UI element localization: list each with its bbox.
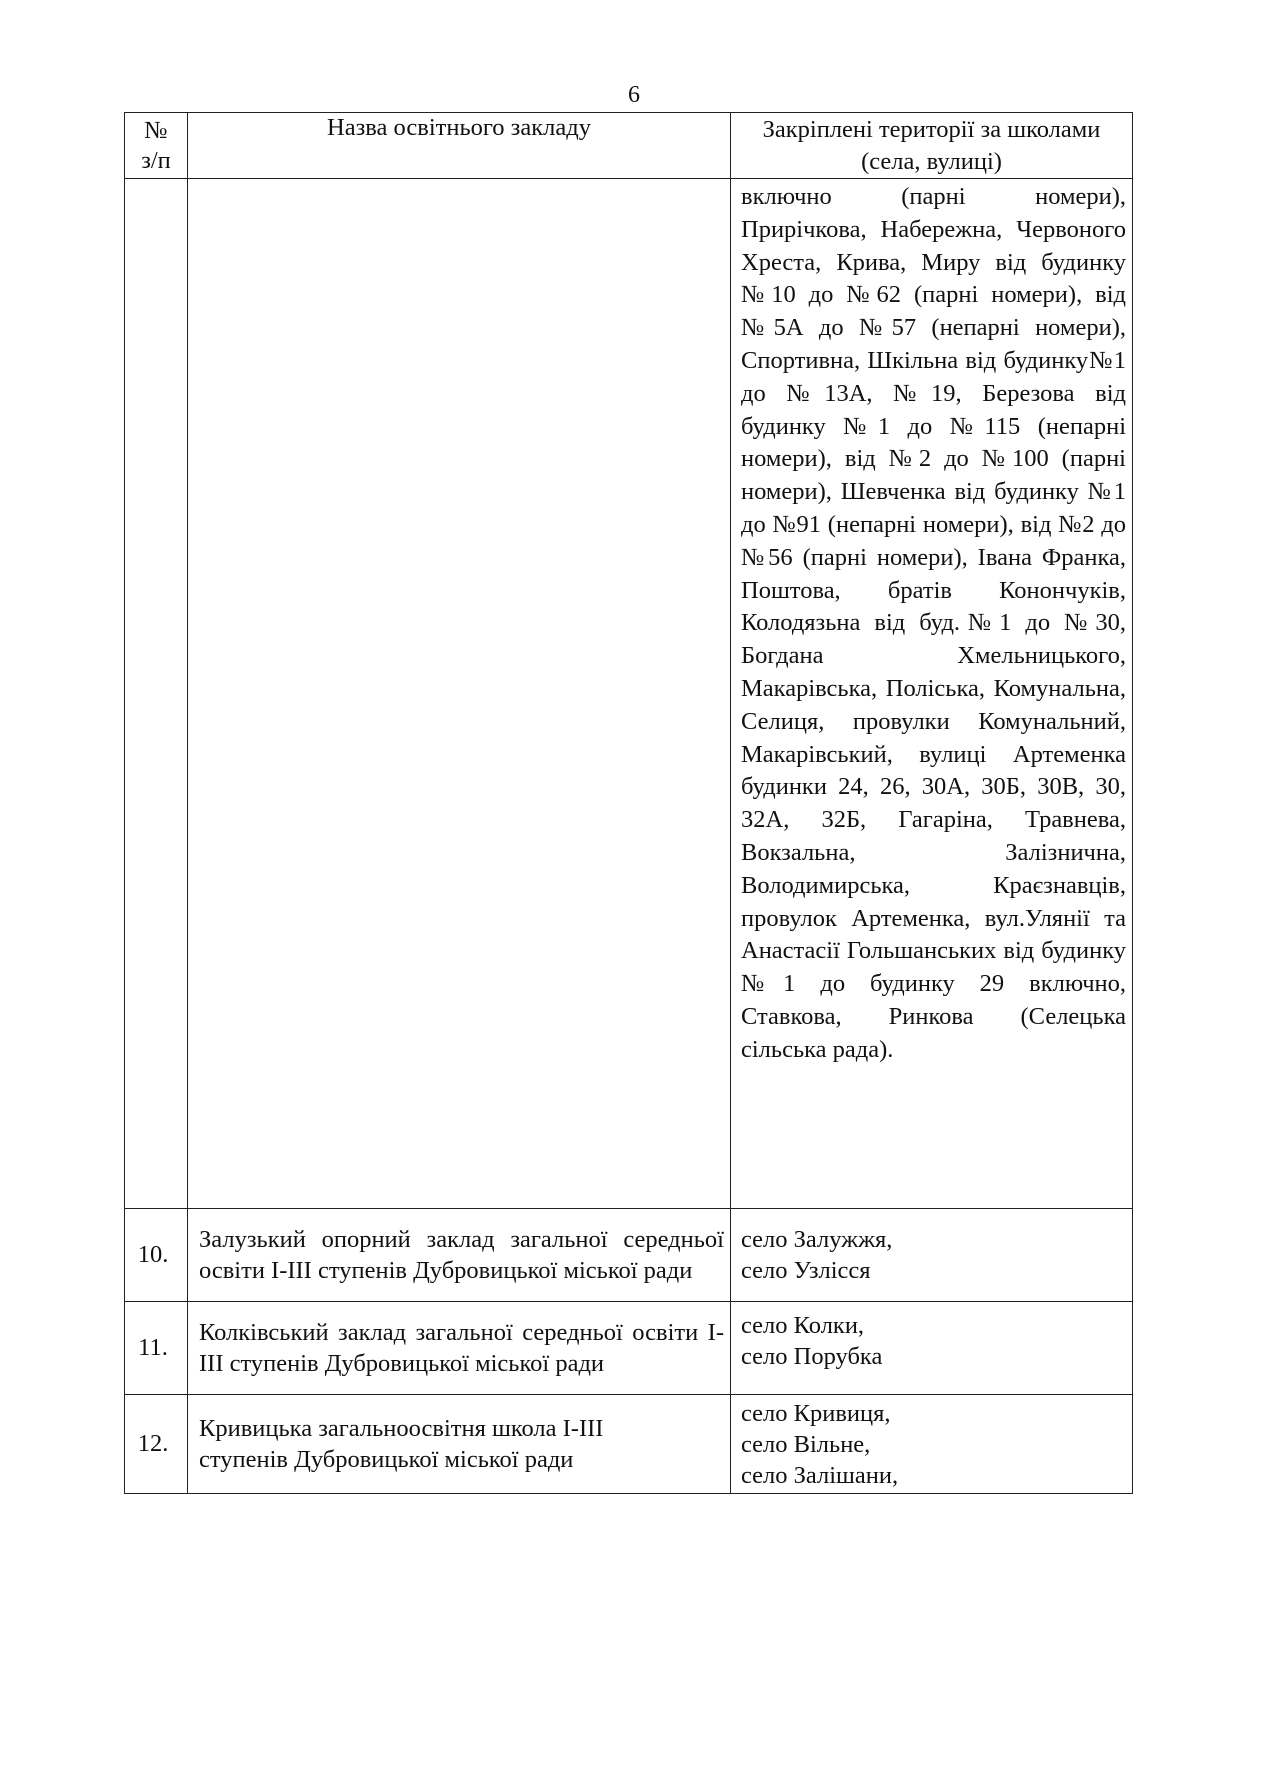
territory-item: село Узлісся xyxy=(741,1257,871,1284)
header-number-abbr: з/п xyxy=(141,146,171,174)
row-number: 10. xyxy=(125,1209,188,1302)
territory-item: село Вільне, xyxy=(741,1430,871,1458)
territory-item: село Порубка xyxy=(741,1343,883,1370)
continuation-territories: включно (парні номери), Прирічкова, Набережна, Червоного Хреста, Крива, Миру від будинку №10 до №62 (парні номери), від №5А до №57 (непарні номери), Спортивна, Шкільна від будинку№1 до №13А, №19, Березова від будинку №1 до №115 (непарні номери), від №2 до №100 (парні номери), Шевченка від будинку №1 до №91 (непарні номери), від №2 до №56 (парні номери), Івана Франка, Поштова, братів Конончуків, Колодязьна від буд.№1 до №30, Богдана Хмельницького, Макарівська, Поліська, Комунальна, Селиця, провулки Комунальний, Макарівський, вулиці Артеменка будинки 24, 26, 30А, 30Б, 30В, 30, 32А, 32Б, Гагаріна, Травнева, Вокзальна, Залізнична, Володимирська, Краєзнавців, провулок Артеменка, вул.Улянії та Анастасії Гольшанських від будинку №1 до будинку 29 включно, Ставкова, Ринкова (Селецька сільська рада). xyxy=(731,179,1133,1209)
table-row xyxy=(125,1395,1133,1494)
school-territories xyxy=(731,1395,1133,1494)
school-name-line: ступенів Дубровицької міської ради xyxy=(199,1446,574,1473)
table-header-row xyxy=(125,113,1133,179)
school-name: Колківський заклад загальної середньої освіти І-ІІІ ступенів Дубровицької міської ради xyxy=(188,1302,731,1395)
page-number: 6 xyxy=(628,82,640,108)
territory-item: село Залужжя, xyxy=(741,1226,893,1253)
header-number-symbol: № xyxy=(144,116,168,144)
school-territories xyxy=(731,1302,1133,1395)
header-number-cell xyxy=(125,113,188,179)
table-row xyxy=(125,1302,1133,1395)
continuation-number-cell xyxy=(125,179,188,1209)
territory-item: село Кривиця, xyxy=(741,1399,891,1427)
table-row xyxy=(125,1209,1133,1302)
schools-territories-table xyxy=(124,112,1133,1494)
header-territories: Закріплені території за школами (села, вулиці) xyxy=(731,113,1133,179)
table-row-continuation xyxy=(125,179,1133,1209)
row-number: 11. xyxy=(125,1302,188,1395)
territory-item: село Колки, xyxy=(741,1312,865,1339)
school-name: Залузький опорний заклад загальної середньої освіти І-ІІІ ступенів Дубровицької міської ради xyxy=(188,1209,731,1302)
school-territories xyxy=(731,1209,1133,1302)
row-number: 12. xyxy=(125,1395,188,1494)
school-name-line: Кривицька загальноосвітня школа І-ІІІ xyxy=(199,1415,604,1442)
continuation-name-cell xyxy=(188,179,731,1209)
territory-item: село Залішани, xyxy=(741,1461,899,1489)
school-name xyxy=(188,1395,731,1494)
header-school-name: Назва освітнього закладу xyxy=(188,113,731,179)
